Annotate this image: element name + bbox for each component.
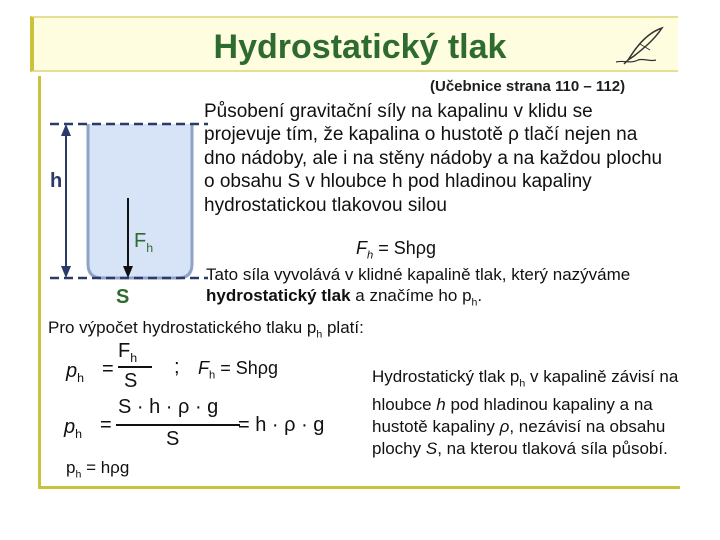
equals-1: = bbox=[102, 358, 114, 380]
force-label: $F_h$ bbox=[134, 230, 154, 255]
textbook-reference: (Učebnice strana 110 – 112) bbox=[430, 78, 626, 95]
fraction-bar-1 bbox=[118, 366, 152, 368]
simplified-rhs: = h · ρ · g bbox=[238, 414, 325, 436]
force-relation: $F_h = Sh\rho g$ bbox=[198, 358, 279, 382]
fraction-numerator-1: $F_h$ bbox=[118, 340, 138, 365]
fraction-bar-2 bbox=[116, 424, 240, 426]
result-formula: $p_h = h\rho g$ bbox=[66, 458, 130, 481]
dependence-paragraph: Hydrostatický tlak $p_h$ v kapalině závisí na hloubce h pod hladinou kapaliny a na hustotě kapaliny ρ, nezávisí na obsahu plochy S, na kterou tlaková síla působí. bbox=[372, 367, 679, 459]
area-label: S bbox=[116, 286, 130, 308]
page-title: Hydrostatický tlak bbox=[213, 28, 507, 66]
bottom-rule bbox=[38, 486, 680, 489]
fraction-denominator-1: S bbox=[124, 370, 138, 392]
force-formula: $F_h = Sh\rho g$ bbox=[356, 238, 436, 262]
intro-paragraph: Působení gravitační síly na kapalinu v klidu se projevuje tím, že kapalina o hustotě ρ tlačí nejen na dno nádoby, ale i na stěny nádoby a na každou plochu o obsahu S v hloubce h pod hladinou kapaliny hydrostatickou tlakovou silou bbox=[204, 101, 663, 216]
fraction-denominator-2: S bbox=[166, 428, 180, 450]
semicolon: ; bbox=[174, 356, 180, 378]
quill-pen-icon bbox=[610, 24, 670, 68]
ph-symbol-2: $p_h$ bbox=[64, 416, 83, 441]
calculation-intro: Pro výpočet hydrostatického tlaku $p_h$ platí: bbox=[48, 318, 364, 341]
fraction-numerator-2: S · h · ρ · g bbox=[118, 396, 219, 418]
equals-2: = bbox=[100, 414, 112, 436]
height-label: h bbox=[50, 170, 63, 192]
vessel-diagram bbox=[40, 112, 210, 312]
pressure-paragraph: Tato síla vyvolává v klidné kapalině tlak, který nazýváme hydrostatický tlak a značíme ho $p_h$. bbox=[206, 265, 631, 309]
ph-symbol-1: $p_h$ bbox=[66, 360, 85, 385]
